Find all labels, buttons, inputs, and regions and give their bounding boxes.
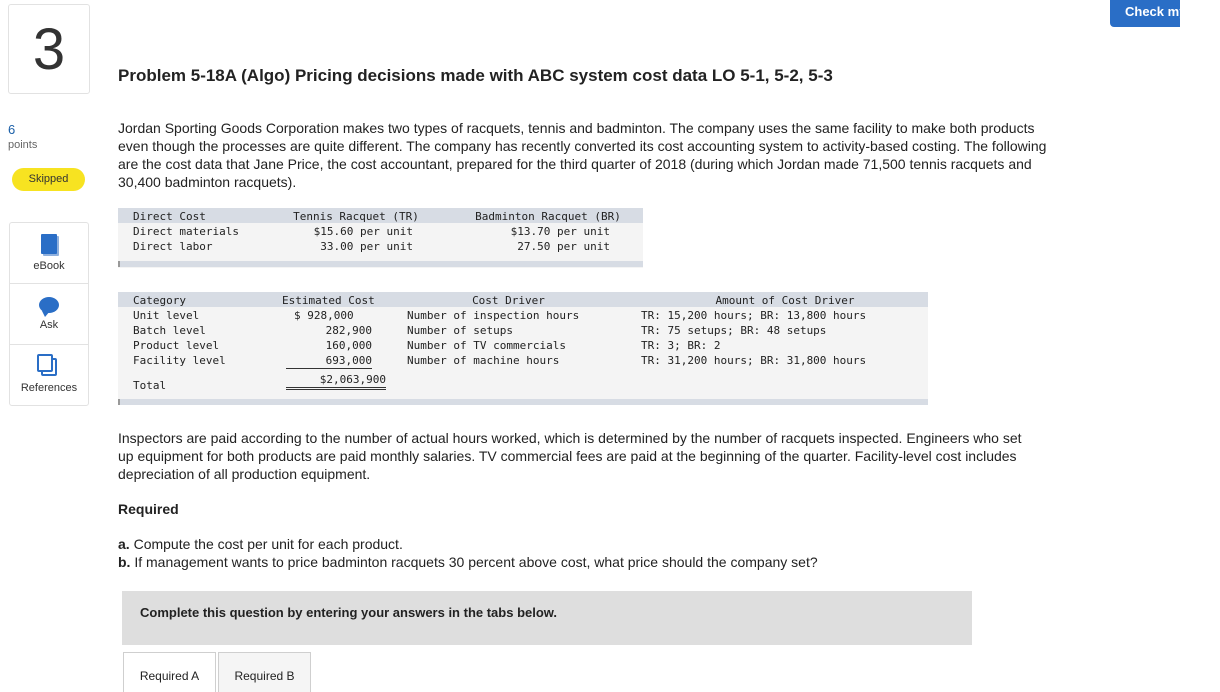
points-label: points xyxy=(8,139,38,151)
question-number: 3 xyxy=(32,16,66,82)
row-category: Batch level xyxy=(133,324,206,337)
row-driver-amount: TR: 75 setups; BR: 48 setups xyxy=(641,324,827,337)
book-icon xyxy=(41,234,57,254)
table-scrollbar[interactable] xyxy=(118,399,928,405)
row-driver-amount: TR: 3; BR: 2 xyxy=(641,339,721,352)
requirement-a xyxy=(118,535,403,553)
header-amount-cost-driver: Amount of Cost Driver xyxy=(715,294,855,307)
total-value: $2,063,900 xyxy=(286,372,386,390)
references-label: References xyxy=(20,381,78,394)
requirement-a-label: a. xyxy=(118,536,130,552)
badminton-value: $13.70 per unit xyxy=(510,225,610,238)
row-category: Facility level xyxy=(133,354,226,367)
row-label: Direct materials xyxy=(133,225,239,238)
tennis-value: 33.00 per unit xyxy=(320,240,413,253)
ebook-label: eBook xyxy=(33,260,65,272)
table-scrollbar[interactable] xyxy=(118,261,643,267)
problem-details: Inspectors are paid according to the number of actual hours worked, which is determined by the number of racquets inspected. Engineers who set up equipment for both products are paid monthly salaries. TV commercial fees are paid at the beginning of the quarter. Facility-level cost includes depreciation of all production equipment. xyxy=(118,430,1022,482)
check-my-work-button[interactable]: Check my work xyxy=(1110,0,1180,27)
row-cost-driver: Number of TV commercials xyxy=(407,339,566,352)
row-estimated-cost: 693,000 xyxy=(286,353,372,369)
row-category: Product level xyxy=(133,339,220,352)
requirement-b xyxy=(118,553,818,571)
required-heading: Required xyxy=(118,501,179,517)
requirement-b-label: b. xyxy=(118,554,131,570)
points-value: 6 xyxy=(8,122,16,137)
problem-title: Problem 5-18A (Algo) Pricing decisions made with ABC system cost data LO 5-1, 5-2, 5-3 xyxy=(118,66,833,85)
documents-icon xyxy=(41,358,57,376)
row-estimated-cost: 282,900 xyxy=(325,324,372,337)
question-number-box xyxy=(8,4,90,94)
direct-cost-table xyxy=(118,208,643,266)
row-label: Direct labor xyxy=(133,240,213,253)
ask-button[interactable] xyxy=(10,284,88,345)
chat-bubble-icon xyxy=(39,297,59,313)
row-cost-driver: Number of inspection hours xyxy=(407,309,580,322)
header-tennis: Tennis Racquet (TR) xyxy=(293,210,419,223)
header-direct-cost: Direct Cost xyxy=(133,210,206,223)
header-category: Category xyxy=(133,294,186,307)
ask-label: Ask xyxy=(39,319,59,331)
row-estimated-cost: 160,000 xyxy=(325,339,372,352)
status-badge: Skipped xyxy=(12,168,85,191)
requirement-b-text: If management wants to price badminton racquets 30 percent above cost, what price should the company set? xyxy=(130,554,818,570)
instructions-banner: Complete this question by entering your answers in the tabs below. xyxy=(122,591,972,645)
header-estimated-cost: Estimated Cost xyxy=(282,294,375,307)
header-cost-driver: Cost Driver xyxy=(472,294,545,307)
tennis-value: $15.60 per unit xyxy=(313,225,413,238)
problem-intro: Jordan Sporting Goods Corporation makes two types of racquets, tennis and badminton. The company uses the same facility to make both products even though the processes are quite different. The company has recently converted its cost accounting system to activity-based costing. The following are the cost data that Jane Price, the cost accountant, prepared for the third quarter of 2018 (during which Jordan made 71,500 tennis racquets and 30,400 badminton racquets). xyxy=(118,120,1047,190)
row-estimated-cost: $ 928,000 xyxy=(294,309,354,322)
row-cost-driver: Number of machine hours xyxy=(407,354,560,367)
row-driver-amount: TR: 15,200 hours; BR: 13,800 hours xyxy=(641,309,867,322)
ebook-button[interactable] xyxy=(10,223,88,284)
total-label: Total xyxy=(133,379,167,392)
row-category: Unit level xyxy=(133,309,200,322)
overhead-cost-table xyxy=(118,292,928,406)
tools-panel xyxy=(9,222,89,406)
row-cost-driver: Number of setups xyxy=(407,324,513,337)
tab-required-a[interactable]: Required A xyxy=(123,652,216,692)
references-button[interactable] xyxy=(10,345,88,406)
header-badminton: Badminton Racquet (BR) xyxy=(475,210,621,223)
row-driver-amount: TR: 31,200 hours; BR: 31,800 hours xyxy=(641,354,867,367)
requirement-a-text: Compute the cost per unit for each product. xyxy=(129,536,403,552)
badminton-value: 27.50 per unit xyxy=(517,240,610,253)
tab-required-b[interactable]: Required B xyxy=(218,652,311,692)
